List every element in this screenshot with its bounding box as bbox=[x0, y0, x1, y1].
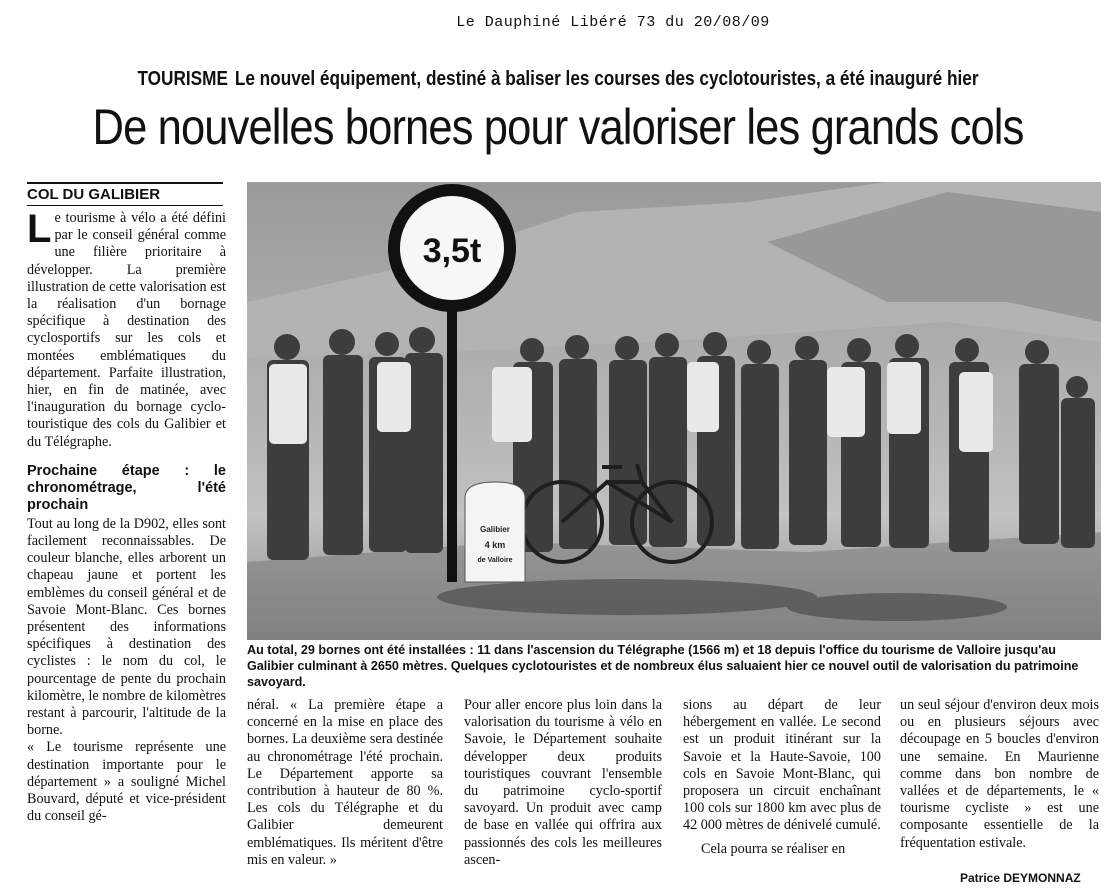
article-column-2 bbox=[247, 697, 443, 869]
marker-line-3: de Valloire bbox=[477, 557, 513, 564]
paragraph: Tout au long de la D902, elles sont facilement reconnaissables. De couleur blanche, elles arborent un chapeau jaune et portent les emblèmes du conseil général et de Savoie Mont-Blanc. Ces bornes présentent des informations spécifiques à destination des cyclistes : le nom du col, le pourcentage de pente du prochain kilomètre, le nombre de kilomètres restant à parcourir, l'altitude de la borne. bbox=[27, 515, 226, 739]
article-column-3 bbox=[464, 697, 662, 869]
intro-text: e tourisme à vélo a été défini par le conseil général comme une filière prioritaire à développer. La première illustration de cette valorisation est la réalisation d'un bornage spécifique à destination des cyclosportifs sur les cols et montées emblématiques du département. Parfaite illustration, hier, en fin de matinée, avec l'inauguration du bornage cyclo-touristique des cols du Galibier et du Télégraphe. bbox=[27, 210, 226, 450]
paragraph: sions au départ de leur hébergement en vallée. Le second est un produit itinérant sur la Savoie et la Haute-Savoie, 100 cols en Savoie Mont-Blanc, qui proposera un circuit enchaînant 100 cols sur 1800 km avec plus de 42 000 mètres de dénivelé cumulé. bbox=[683, 697, 881, 834]
paragraph: Cela pourra se réaliser en bbox=[701, 840, 846, 857]
subhead: Prochaine étape : le chronométrage, l'été prochain bbox=[27, 462, 226, 513]
newspaper-source-line: Le Dauphiné Libéré 73 du 20/08/09 bbox=[456, 14, 770, 31]
kicker-text: Le nouvel équipement, destiné à baliser les courses des cyclotouristes, a été inauguré hier bbox=[234, 68, 979, 90]
kicker bbox=[78, 68, 1038, 91]
marker-line-2: 4 km bbox=[484, 540, 506, 550]
headline: De nouvelles bornes pour valoriser les grands cols bbox=[92, 99, 1024, 155]
paragraph: néral. « La première étape a concerné en la mise en place des bornes. La deuxième sera destinée au chronométrage l'été prochain. Le Département apporte sa contribution à hauteur de 80 %. Les cols du Télégraphe et du Galibier demeurent emblématiques. Ils méritent d'être mis en valeur. » bbox=[247, 697, 443, 868]
paragraph: Pour aller encore plus loin dans la valorisation du tourisme à vélo en Savoie, le Département souhaite développer deux produits touristiques couvrant l'ensemble du patrimoine cyclo-sportif savoyard. Un produit avec camp de base en vallée qui offrira aux passionnés des cols les meilleures ascen- bbox=[464, 697, 662, 868]
photo-caption: Au total, 29 bornes ont été installées : 11 dans l'ascension du Télégraphe (1566 m) et 18 depuis l'office du tourisme de Valloire jusqu'au Galibier culminant à 2650 mètres. Quelques cyclotouristes et de nombreux élus saluaient hier ce nouvel outil de valorisation du patrimoine savoyard. bbox=[247, 643, 1079, 689]
article-column-1 bbox=[27, 207, 226, 826]
article-column-5 bbox=[900, 697, 1099, 852]
photo bbox=[247, 182, 1101, 640]
intro-paragraph bbox=[27, 207, 226, 451]
kicker-rubric: TOURISME bbox=[137, 68, 228, 90]
section-label: COL DU GALIBIER bbox=[27, 182, 223, 206]
article-column-4 bbox=[683, 697, 881, 858]
marker-line-1: Galibier bbox=[480, 525, 510, 534]
sign-weight-limit: 3,5t bbox=[422, 232, 482, 270]
dropcap: L bbox=[27, 207, 52, 251]
paragraph: un seul séjour d'environ deux mois ou en plusieurs séjours avec découpage en 5 boucles d'environ une semaine. En Maurienne comme dans bon nombre de vallées et de départements, le « tourisme cycliste » est une composante essentielle de la fréquentation estivale. bbox=[900, 697, 1099, 851]
paragraph: « Le tourisme représente une destination importante pour le département » a souligné Michel Bouvard, député et vice-président du conseil gé- bbox=[27, 739, 226, 825]
byline: Patrice DEYMONNAZ bbox=[960, 871, 1081, 885]
